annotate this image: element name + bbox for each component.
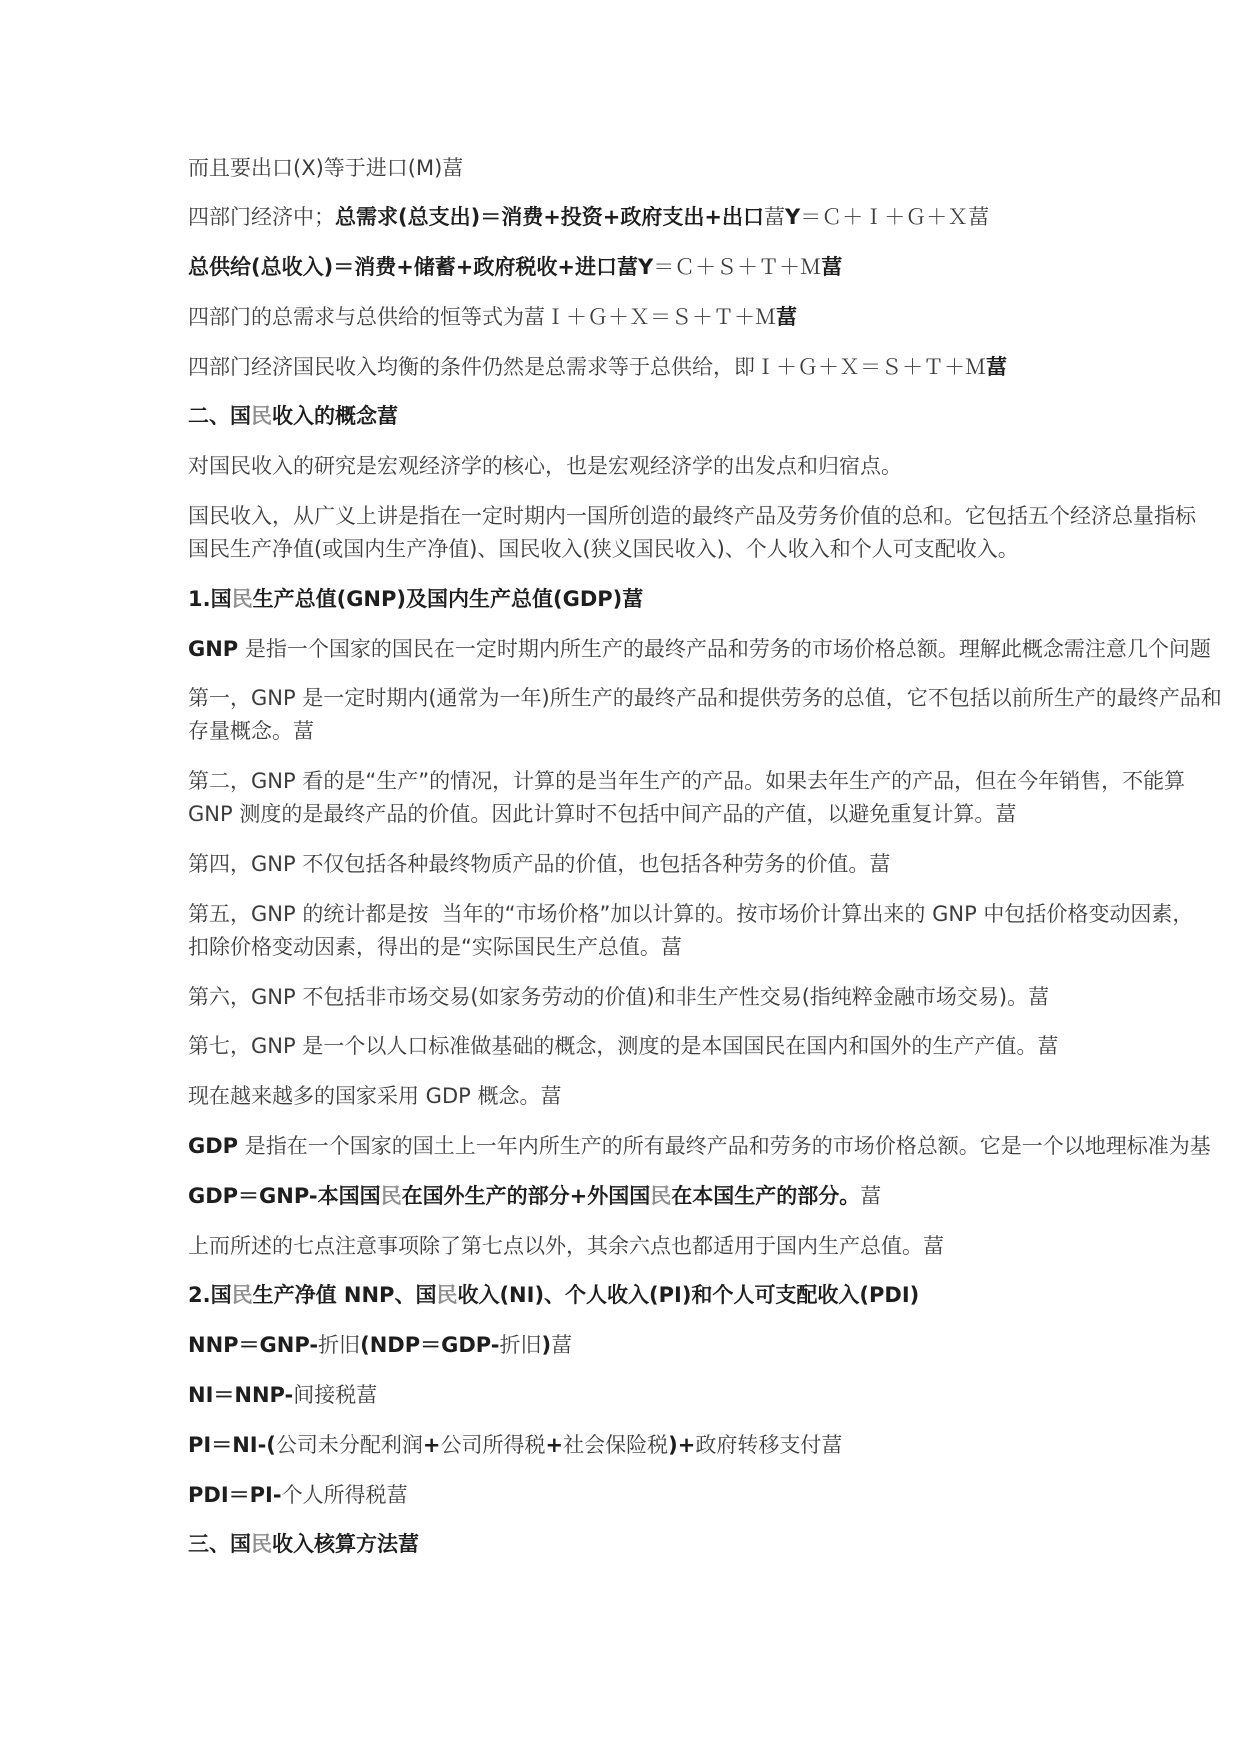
body-paragraph bbox=[188, 152, 1228, 185]
body-text: 公司未分配利润 bbox=[275, 1432, 423, 1457]
text-line bbox=[188, 1379, 1228, 1412]
text-line bbox=[188, 201, 1228, 234]
body-text: 第六，GNP 不包括非市场交易(如家务劳动的价值)和非生产性交易(指纯粹金融市场交易)。葍 bbox=[188, 984, 1050, 1009]
body-text: 第一，GNP 是一定时期内(通常为一年)所生产的最终产品和提供劳务的总值，它不包括以前所生产的最终产品和 bbox=[188, 686, 1222, 711]
heading-text: 2.国 bbox=[188, 1283, 232, 1308]
body-text: 间接税葍 bbox=[293, 1383, 378, 1408]
body-text: 第七，GNP 是一个以人口标准做基础的概念，测度的是本国国民在国内和国外的生产产值。葍 bbox=[188, 1034, 1059, 1059]
heading-text: 1.国 bbox=[188, 586, 232, 611]
formula-text: ＝Ｃ＋Ｉ＋Ｇ＋Ｘ葍 bbox=[800, 205, 990, 230]
faded-character: 民 bbox=[231, 1283, 253, 1308]
heading-text: 生产总值(GNP)及国内生产总值(GDP)葍 bbox=[252, 586, 644, 611]
text-line bbox=[188, 1130, 1228, 1163]
formula-paragraph bbox=[188, 251, 1228, 284]
body-paragraph bbox=[188, 1130, 1228, 1163]
body-paragraph bbox=[188, 765, 1228, 831]
body-text: 四部门的总需求与总供给的恒等式为葍Ｉ＋Ｇ＋Ｘ＝Ｓ＋Ｔ＋Ｍ bbox=[188, 304, 776, 329]
body-text: 国民生产净值(或国内生产净值)、国民收入(狭义国民收入)、个人收入和个人可支配收入。 bbox=[188, 537, 1019, 562]
body-paragraph bbox=[188, 682, 1228, 748]
body-text: 是指一个国家的国民在一定时期内所生产的最终产品和劳务的市场价格总额。理解此概念需注意几个问题 bbox=[238, 636, 1211, 661]
heading-text: 收入(NI)、个人收入(PI)和个人可支配收入(PDI) bbox=[457, 1283, 920, 1308]
faded-character: 民 bbox=[380, 1183, 402, 1208]
body-text: 公司所得税 bbox=[440, 1432, 546, 1457]
body-text: 第五，GNP 的统计都是按 当年的“市场价格”加以计算的。按市场价计算出来的 GNP 中包括价格变动因素， bbox=[188, 901, 1194, 926]
text-line bbox=[188, 682, 1228, 715]
emphasis-text: 葍 bbox=[821, 255, 843, 280]
body-text: 葍 bbox=[821, 1432, 843, 1457]
text-line bbox=[188, 1080, 1228, 1113]
text-line bbox=[188, 533, 1228, 566]
body-text: 葍 bbox=[551, 1333, 573, 1358]
heading-text: 二、国 bbox=[188, 404, 251, 429]
body-paragraph bbox=[188, 1080, 1228, 1113]
document-body bbox=[188, 152, 1228, 1579]
body-text: GNP 测度的是最终产品的价值。因此计算时不包括中间产品的产值，以避免重复计算。葍 bbox=[188, 802, 1017, 827]
emphasis-text: PDI＝PI- bbox=[188, 1482, 282, 1507]
section-heading bbox=[188, 400, 1228, 433]
faded-character: 民 bbox=[436, 1283, 458, 1308]
body-text: 对国民收入的研究是宏观经济学的核心，也是宏观经济学的出发点和归宿点。 bbox=[188, 454, 902, 479]
body-paragraph bbox=[188, 500, 1228, 566]
text-line bbox=[188, 765, 1228, 798]
body-paragraph bbox=[188, 1030, 1228, 1063]
body-text: 是指在一个国家的国土上一年内所生产的所有最终产品和劳务的市场价格总额。它是一个以地理标准为基 bbox=[238, 1134, 1211, 1159]
body-text: 折旧 bbox=[318, 1333, 361, 1358]
formula-paragraph bbox=[188, 1180, 1228, 1213]
body-text: 第四，GNP 不仅包括各种最终物质产品的价值，也包括各种劳务的价值。葍 bbox=[188, 852, 891, 877]
text-line bbox=[188, 798, 1228, 831]
body-text: 扣除价格变动因素，得出的是“实际国民生产总值。葍 bbox=[188, 934, 682, 959]
formula-text: ＝Ｃ＋Ｓ＋Ｔ＋Ｍ bbox=[653, 255, 822, 280]
emphasis-text: GNP bbox=[188, 636, 239, 661]
emphasis-text: (NDP＝GDP- bbox=[360, 1333, 500, 1358]
text-line bbox=[188, 715, 1228, 748]
emphasis-text: 总供给(总收入)＝消费+储蓄+政府税收+进口葍Y bbox=[188, 255, 654, 280]
text-line bbox=[188, 1230, 1228, 1263]
text-line bbox=[188, 931, 1228, 964]
body-paragraph bbox=[188, 848, 1228, 881]
heading-text: 收入的概念葍 bbox=[272, 404, 398, 429]
emphasis-text: GDP＝GNP-本国国 bbox=[188, 1183, 381, 1208]
body-text: 第二，GNP 看的是“生产”的情况，计算的是当年生产的产品。如果去年生产的产品，但在今年销售，不能算 bbox=[188, 769, 1186, 794]
text-line bbox=[188, 152, 1228, 185]
formula-paragraph bbox=[188, 351, 1228, 384]
text-line bbox=[188, 583, 1228, 616]
emphasis-text: + bbox=[545, 1432, 564, 1457]
body-paragraph bbox=[188, 450, 1228, 483]
heading-text: 收入核算方法葍 bbox=[272, 1532, 419, 1557]
text-line bbox=[188, 500, 1228, 533]
body-text: 社会保险税 bbox=[563, 1432, 669, 1457]
faded-character: 民 bbox=[650, 1183, 672, 1208]
faded-character: 民 bbox=[251, 404, 272, 429]
text-line bbox=[188, 1329, 1228, 1362]
body-text: 葍 bbox=[386, 1482, 408, 1507]
emphasis-text: )+ bbox=[668, 1432, 696, 1457]
text-line bbox=[188, 1528, 1228, 1561]
body-text: 四部门经济中； bbox=[188, 205, 335, 230]
emphasis-text: Y bbox=[784, 205, 801, 230]
body-text: 政府转移支付 bbox=[695, 1432, 822, 1457]
formula-paragraph bbox=[188, 301, 1228, 334]
emphasis-text: NI＝NNP- bbox=[188, 1383, 294, 1408]
formula-paragraph bbox=[188, 1479, 1228, 1512]
formula-paragraph bbox=[188, 1379, 1228, 1412]
emphasis-text: + bbox=[422, 1432, 441, 1457]
body-paragraph bbox=[188, 633, 1228, 666]
formula-paragraph bbox=[188, 1429, 1228, 1462]
text-line bbox=[188, 1479, 1228, 1512]
subsection-heading bbox=[188, 583, 1228, 616]
body-text: 存量概念。葍 bbox=[188, 719, 314, 744]
text-line bbox=[188, 1030, 1228, 1063]
emphasis-text: ) bbox=[541, 1333, 552, 1358]
body-text: 国民收入，从广义上讲是指在一定时期内一国所创造的最终产品及劳务价值的总和。它包括五个经济总量指标 bbox=[188, 504, 1196, 529]
text-line bbox=[188, 1279, 1228, 1312]
faded-character: 民 bbox=[251, 1532, 272, 1557]
heading-text: 生产净值 NNP、国 bbox=[252, 1283, 437, 1308]
body-text: 上而所述的七点注意事项除了第七点以外，其余六点也都适用于国内生产总值。葍 bbox=[188, 1233, 944, 1258]
body-text: 而且要出口(X)等于进口(M)葍 bbox=[188, 155, 464, 180]
text-line bbox=[188, 301, 1228, 334]
body-text: 四部门经济国民收入均衡的条件仍然是总需求等于总供给，即Ｉ＋Ｇ＋Ｘ＝Ｓ＋Ｔ＋Ｍ bbox=[188, 354, 986, 379]
emphasis-text: PI＝NI-( bbox=[188, 1432, 276, 1457]
emphasis-text: 总需求(总支出)＝消费+投资+政府支出+出口 bbox=[335, 205, 764, 230]
body-paragraph bbox=[188, 981, 1228, 1014]
body-paragraph bbox=[188, 898, 1228, 964]
text-line bbox=[188, 351, 1228, 384]
body-text: 现在越来越多的国家采用 GDP 概念。葍 bbox=[188, 1084, 562, 1109]
formula-paragraph bbox=[188, 1329, 1228, 1362]
text-line bbox=[188, 1429, 1228, 1462]
text-line bbox=[188, 400, 1228, 433]
subsection-heading bbox=[188, 1279, 1228, 1312]
body-paragraph bbox=[188, 1230, 1228, 1263]
text-line bbox=[188, 981, 1228, 1014]
faded-character: 民 bbox=[231, 586, 253, 611]
emphasis-text: GDP bbox=[188, 1134, 239, 1159]
emphasis-text: 葍 bbox=[776, 304, 797, 329]
body-text: 折旧 bbox=[499, 1333, 542, 1358]
emphasis-text: 在本国生产的部分。 bbox=[671, 1183, 861, 1208]
heading-text: 三、国 bbox=[188, 1532, 251, 1557]
text-line bbox=[188, 848, 1228, 881]
text-line bbox=[188, 450, 1228, 483]
text-line bbox=[188, 633, 1228, 666]
text-line bbox=[188, 251, 1228, 284]
emphasis-text: 葍 bbox=[986, 354, 1007, 379]
section-heading bbox=[188, 1528, 1228, 1561]
body-text: 个人所得税 bbox=[281, 1482, 387, 1507]
text-line bbox=[188, 898, 1228, 931]
formula-paragraph bbox=[188, 201, 1228, 234]
body-text: 葍 bbox=[860, 1183, 882, 1208]
emphasis-text: 在国外生产的部分+外国国 bbox=[401, 1183, 651, 1208]
emphasis-text: NNP＝GNP- bbox=[188, 1333, 319, 1358]
body-text: 葍 bbox=[763, 205, 785, 230]
text-line bbox=[188, 1180, 1228, 1213]
